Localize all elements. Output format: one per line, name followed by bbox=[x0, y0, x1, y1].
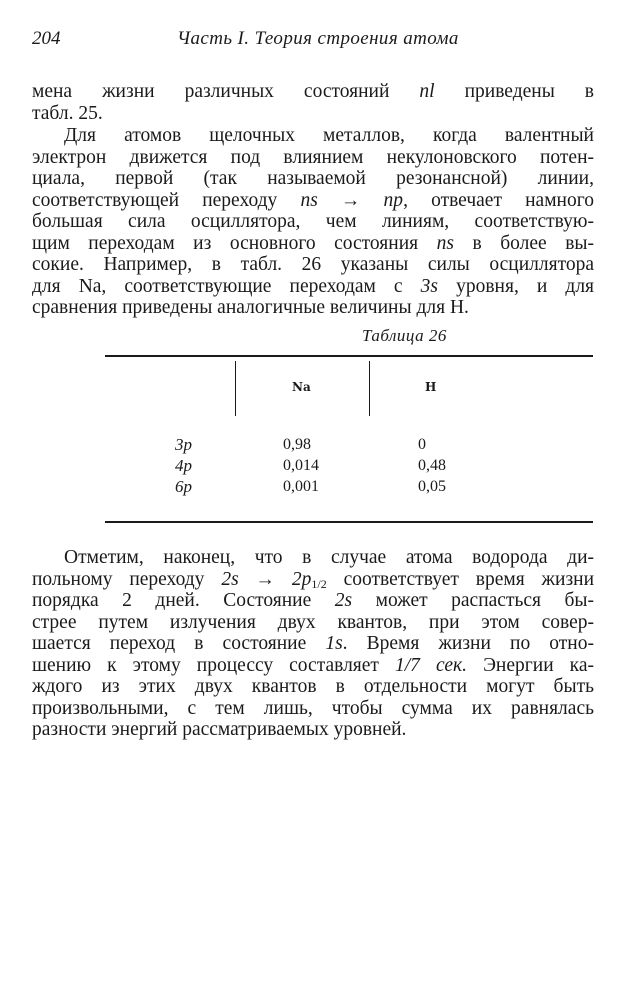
na-value: 0,001 bbox=[283, 478, 319, 495]
text-line: порядка 2 дней. Состояние 2s может распасться бы- bbox=[32, 590, 595, 611]
text-line: циала, первой (так называемой резонансной) линии, bbox=[32, 168, 594, 189]
page-number: 204 bbox=[32, 28, 61, 49]
paragraph-2 bbox=[32, 125, 594, 319]
table-title: Таблица 26 bbox=[362, 326, 447, 345]
row-label: 4p bbox=[175, 456, 192, 475]
na-value: 0,014 bbox=[283, 457, 319, 474]
text-line: сокие. Например, в табл. 26 указаны силы осциллятора bbox=[32, 254, 594, 275]
running-title: Часть I. Теория строения атома bbox=[177, 28, 459, 49]
paragraph-1 bbox=[32, 81, 594, 124]
text-line: для Na, соответствующие переходам с 3s уровня, и для bbox=[32, 275, 595, 297]
text-line: Отметим, наконец, что в случае атома водорода ди- bbox=[64, 547, 594, 568]
row-label: 6p bbox=[175, 477, 192, 496]
text-line: Для атомов щелочных металлов, когда валентный bbox=[64, 125, 594, 146]
data-table bbox=[105, 355, 593, 525]
table-top-rule bbox=[105, 355, 593, 357]
text-line: произвольными, с тем лишь, чтобы сумма их равнялась bbox=[32, 697, 594, 719]
text-line: польному переходу $2s \to 2p_{1/2}$ соответствует время жизни bbox=[32, 568, 595, 591]
text-line: шению к этому процессу составляет 1/7 сек. Энергии ка- bbox=[32, 654, 595, 676]
column-header-na: Na bbox=[292, 380, 311, 394]
text-line: щим переходам из основного состояния ns в более вы- bbox=[32, 232, 595, 254]
text-line: ждого из этих двух квантов в отдельности могут быть bbox=[32, 676, 594, 697]
text-line: шается переход в состояние 1s. Время жизни по отно- bbox=[32, 633, 594, 654]
column-header-h: H bbox=[425, 380, 437, 394]
paragraph-3 bbox=[32, 547, 594, 741]
h-value: 0 bbox=[418, 436, 426, 453]
text-line: электрон движется под влиянием некулоновского потен- bbox=[32, 146, 594, 168]
na-value: 0,98 bbox=[283, 436, 311, 453]
row-label: 3p bbox=[175, 435, 192, 454]
table-divider bbox=[235, 361, 236, 416]
h-value: 0,48 bbox=[418, 457, 446, 474]
text-line: табл. 25. bbox=[32, 102, 103, 124]
text-line: большая сила осциллятора, чем линиям, соответствую- bbox=[32, 211, 594, 232]
table-divider bbox=[369, 361, 370, 416]
text-line: сравнения приведены аналогичные величины для H. bbox=[32, 297, 469, 318]
text-line: мена жизни различных состояний nl приведены в bbox=[32, 81, 595, 102]
h-value: 0,05 bbox=[418, 478, 446, 495]
table-bottom-rule bbox=[105, 521, 593, 523]
text-line: стрее путем излучения двух квантов, при этом совер- bbox=[32, 611, 594, 633]
text-line: соответствующей переходу ns → np, отвечает намного bbox=[32, 189, 594, 211]
page-header bbox=[32, 28, 594, 54]
text-line: разности энергий рассматриваемых уровней. bbox=[32, 719, 407, 740]
